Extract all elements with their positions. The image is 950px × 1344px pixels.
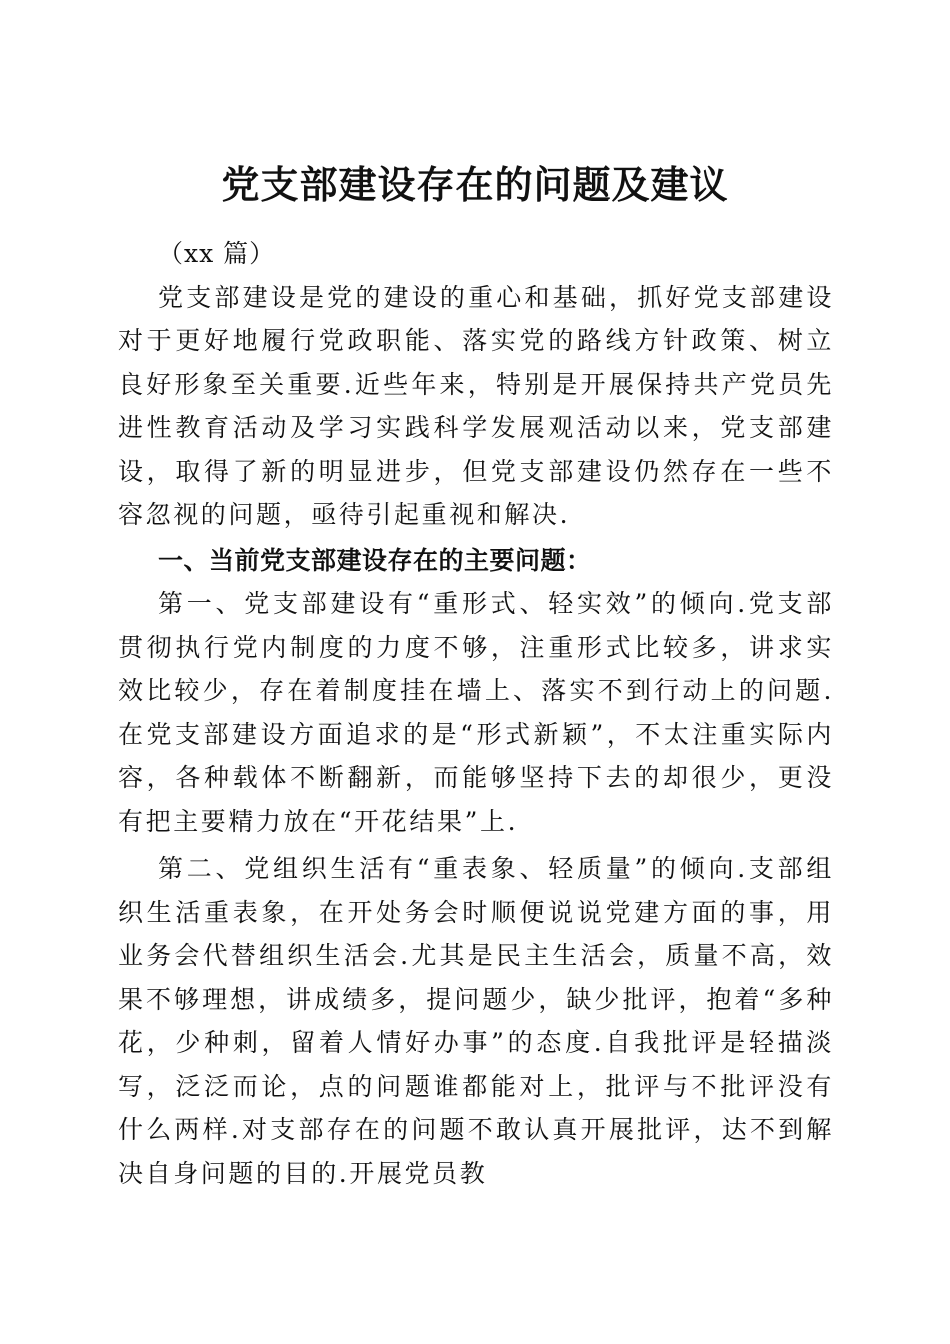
intro-paragraph: 党支部建设是党的建设的重心和基础，抓好党支部建设对于更好地履行党政职能、落实党的路线方针政策、树立良好形象至关重要.近些年来，特别是开展保持共产党员先进性教育活动及学习实践科学发展观活动以来，党支部建设，取得了新的明显进步，但党支部建设仍然存在一些不容忽视的问题，亟待引起重视和解决. — [118, 282, 834, 529]
paragraph-second: 第二、党组织生活有“重表象、轻质量”的倾向.支部组织生活重表象，在开处务会时顺便说说党建方面的事，用业务会代替组织生活会.尤其是民主生活会，质量不高，效果不够理想，讲成绩多，提问题少，缺少批评，抱着“多种花，少种刺，留着人情好办事”的态度.自我批评是轻描淡写，泛泛而论，点的问题谁都能对上，批评与不批评没有什么两样.对支部存在的问题不敢认真开展批评，达不到解决自身问题的目的.开展党员教 — [118, 854, 834, 1188]
document-title: 党支部建设存在的问题及建议 — [221, 162, 729, 208]
section-heading: 一、当前党支部建设存在的主要问题： — [158, 545, 592, 575]
article-note: （xx 篇） — [158, 239, 276, 268]
document-body — [118, 232, 834, 1195]
paragraph-first: 第一、党支部建设有“重形式、轻实效”的倾向.党支部贯彻执行党内制度的力度不够，注重形式比较多，讲求实效比较少，存在着制度挂在墙上、落实不到行动上的问题.在党支部建设方面追求的是“形式新颖”，不太注重实际内容，各种载体不断翻新，而能够坚持下去的却很少，更没有把主要精力放在“开花结果”上. — [118, 589, 834, 836]
